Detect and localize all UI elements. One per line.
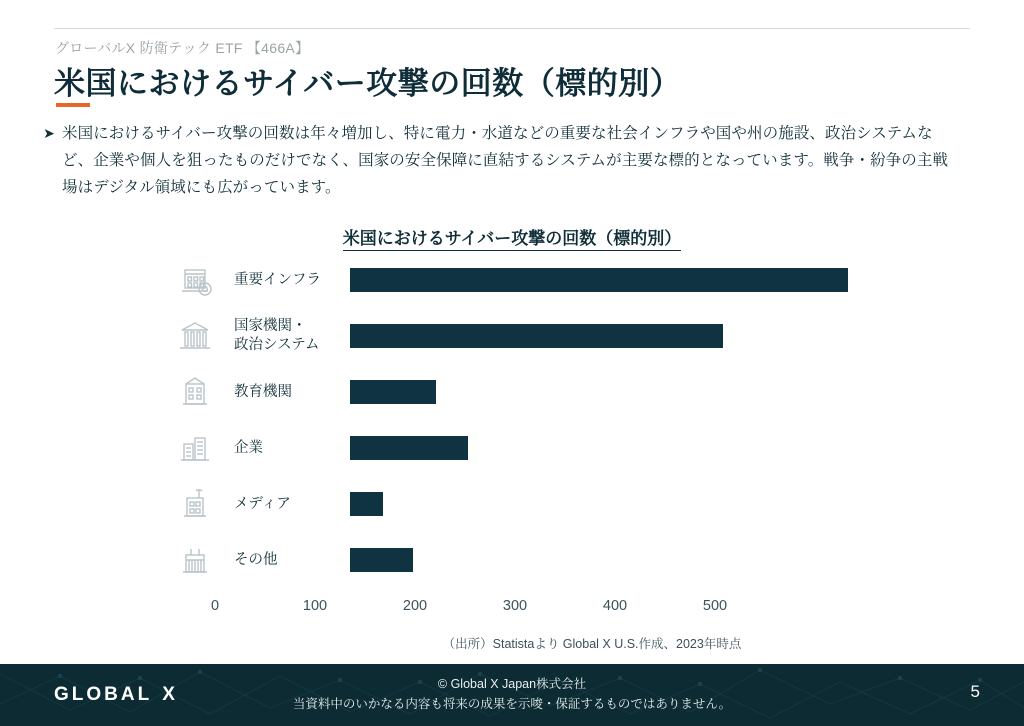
office-buildings-icon [170,428,220,468]
chart-row [170,252,848,308]
logo-x: X [162,684,178,705]
chart-row-label: 重要インフラ [234,271,321,288]
chart-bar [350,380,436,404]
chart-row-label-line2: 政治システム [234,337,320,353]
chart-title-text: 米国におけるサイバー攻撃の回数（標的別） [343,229,681,251]
page-title: 米国におけるサイバー攻撃の回数（標的別） [54,66,682,101]
footer-copyright: © Global X Japan株式会社 [437,677,587,691]
chart-title [0,224,1024,249]
chart-row-label: その他 [234,551,278,568]
accent-bar [56,103,90,107]
chart-row-label [220,317,350,355]
bullet-paragraph [36,120,976,201]
bullet-marker-icon: ➤ [43,125,55,141]
bullet-text: 米国におけるサイバー攻撃の回数は年々増加し、特に電力・水道などの重要な社会インフラや国や州の施設、政治システムなど、企業や個人を狙ったものだけでなく、国家の安全保障に直結するシステムが主要な標的となっています。戦争・紛争の主戦場はデジタル領域にも広がっています。 [62,125,949,196]
bar-chart [170,252,930,632]
x-tick-label: 200 [402,598,428,614]
chart-row-label: 教育機関 [234,383,292,400]
chart-row-label-line1: 国家機関・ [234,318,307,334]
chart-bar [350,548,413,572]
chart-row-label: 企業 [234,439,263,456]
logo-text: GLOBAL [54,684,153,705]
chart-row [170,476,383,532]
chart-bar [350,436,468,460]
chart-row [170,364,436,420]
broadcast-tower-icon [170,484,220,524]
chart-row-label: メディア [234,495,291,512]
chart-source: （出所）Statistaより Global X U.S.作成、2023年時点 [442,637,742,651]
page-number: 5 [970,682,980,701]
chart-row [170,308,723,364]
chart-bar [350,324,723,348]
x-tick-label: 100 [302,598,328,614]
plant-building-icon [170,540,220,580]
footer-note: 当資料中のいかなる内容も将来の成果を示唆・保証するものではありません。 [292,697,732,711]
footer-disclaimer [0,674,1024,714]
chart-bar [350,268,848,292]
x-tick-label: 500 [702,598,728,614]
factory-gear-icon [170,260,220,300]
footer [0,664,1024,726]
x-tick-label: 400 [602,598,628,614]
x-tick-label: 300 [502,598,528,614]
school-building-icon [170,372,220,412]
header-divider [54,28,970,29]
eyebrow-label: グローバルX 防衛テック ETF 【466A】 [55,40,310,56]
chart-bar [350,492,383,516]
chart-row [170,420,468,476]
x-tick-label: 0 [210,598,220,614]
chart-x-axis [210,598,975,628]
government-building-icon [170,316,220,356]
chart-row [170,532,413,588]
